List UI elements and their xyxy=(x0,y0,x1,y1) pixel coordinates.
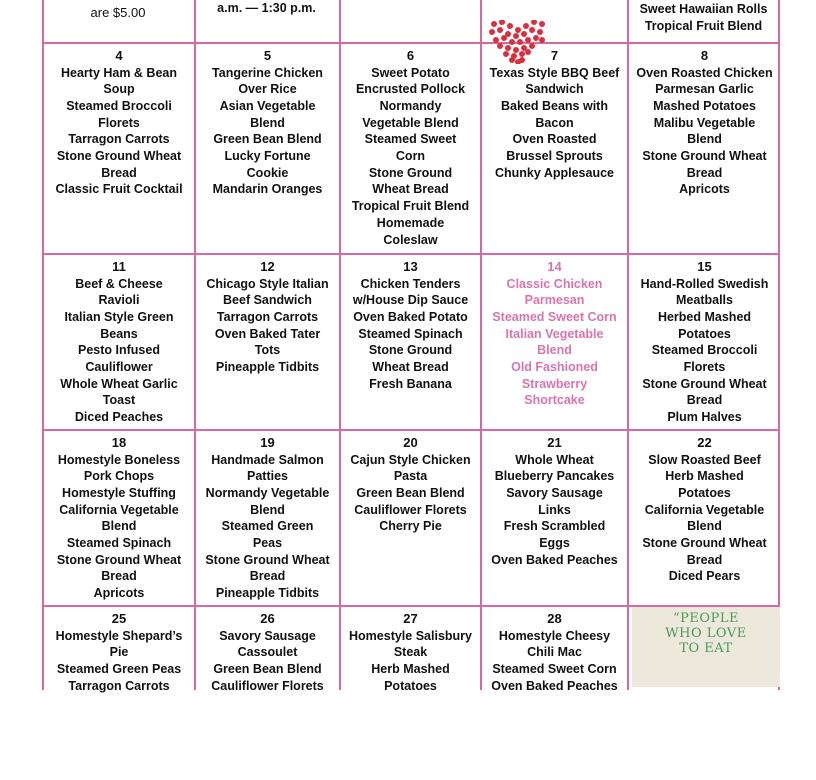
day-cell xyxy=(482,431,627,605)
day-number: 7 xyxy=(550,48,559,63)
menu-item: Tarragon Carrots xyxy=(68,132,170,147)
day-cell xyxy=(629,255,780,429)
menu-item: Old Fashioned xyxy=(511,360,598,375)
menu-item: Diced Peaches xyxy=(74,410,164,425)
menu-item: Mandarin Oranges xyxy=(212,182,323,197)
menu-item: Tarragon Carrots xyxy=(68,678,170,693)
menu-item: Blueberry Pancakes xyxy=(494,469,615,484)
menu-item: Meatballs xyxy=(676,293,733,308)
menu-item: Ravioli xyxy=(98,293,140,308)
menu-item: Bread xyxy=(249,569,286,584)
menu-item: Tropical Fruit Blend xyxy=(351,199,470,214)
menu-item: Bacon xyxy=(535,115,574,130)
menu-item: Bread xyxy=(686,165,723,180)
menu-item: Wheat Bread xyxy=(372,182,449,197)
day-number: 22 xyxy=(697,435,712,450)
menu-item: Plum Halves xyxy=(667,410,742,425)
menu-item: Sandwich xyxy=(525,82,584,97)
menu-item: Savory Sausage xyxy=(506,485,603,500)
menu-item: Mashed Potatoes xyxy=(653,98,756,113)
menu-item: Potatoes xyxy=(678,485,731,500)
menu-item: Corn xyxy=(395,149,426,164)
menu-item: Normandy Vegetable xyxy=(205,485,330,500)
menu-item: Blend xyxy=(101,519,137,534)
menu-item: Beef & Cheese xyxy=(75,276,163,291)
poster-line: TO EAT xyxy=(679,641,733,656)
menu-item: Wheat Bread xyxy=(372,360,449,375)
menu-item: Patties xyxy=(247,469,288,484)
menu-item: Sweet Potato xyxy=(371,65,450,80)
poster-text xyxy=(632,611,780,656)
day-cell xyxy=(341,431,480,605)
menu-item: Classic Fruit Cocktail xyxy=(55,182,183,197)
menu-item: Bread xyxy=(686,393,723,408)
menu-item: Pasta xyxy=(393,469,428,484)
menu-item: Fresh Banana xyxy=(369,376,452,391)
menu-item: Blend xyxy=(250,502,285,517)
menu-item: Diced Pears xyxy=(668,569,741,584)
day-cell xyxy=(196,431,339,605)
heart-decoration-icon xyxy=(488,20,548,69)
menu-item: Oven Baked Tater xyxy=(214,326,321,341)
menu-item: Baked Beans with xyxy=(501,98,608,113)
menu-line: are $5.00 xyxy=(90,5,146,20)
menu-item: Homemade xyxy=(376,215,445,230)
menu-item: Italian Vegetable xyxy=(505,326,604,341)
menu-item: Herb Mashed xyxy=(665,469,744,484)
menu-item: Cookie xyxy=(246,165,289,180)
menu-item: Steamed Sweet Corn xyxy=(492,661,617,676)
menu-item: Pork Chops xyxy=(83,469,155,484)
menu-item: Bread xyxy=(101,569,137,584)
menu-item: Normandy xyxy=(379,98,442,113)
menu-item: Italian Style Green xyxy=(64,309,174,324)
menu-item: Homestyle Salisbury xyxy=(349,628,472,643)
menu-item: Stone Ground Wheat xyxy=(56,149,182,164)
day-number: 18 xyxy=(111,435,127,450)
menu-item: Handmade Salmon xyxy=(211,452,324,467)
menu-item: Stone Ground Wheat xyxy=(56,552,182,567)
menu-item: Blend xyxy=(687,519,722,534)
day-cell xyxy=(341,607,480,780)
menu-item: Steamed Green Peas xyxy=(56,661,182,676)
menu-item: Parmesan xyxy=(524,293,585,308)
menu-item: Whole Wheat xyxy=(515,452,594,467)
menu-item: Steamed Broccoli xyxy=(66,98,172,113)
top-cell-hours xyxy=(194,0,339,42)
menu-item: Stone Ground Wheat xyxy=(642,149,767,164)
day-number: 13 xyxy=(403,259,418,274)
menu-item: w/House Dip Sauce xyxy=(352,293,469,308)
menu-item: Asian Vegetable xyxy=(219,98,316,113)
menu-item: Whole Wheat Garlic xyxy=(60,376,178,391)
menu-item: Beans xyxy=(100,326,138,341)
menu-item: Cherry Pie xyxy=(379,519,442,534)
menu-item: Steamed Broccoli xyxy=(651,343,758,358)
day-cell xyxy=(44,44,194,253)
menu-line: a.m. — 1:30 p.m. xyxy=(217,1,316,15)
menu-item: Steamed Green xyxy=(221,519,314,534)
menu-item: Potatoes xyxy=(384,678,437,693)
menu-item: Steamed Sweet xyxy=(364,132,457,147)
menu-item: Strawberry xyxy=(521,376,588,391)
menu-item: Steamed Sweet Corn xyxy=(492,309,617,324)
day-number: 25 xyxy=(111,611,127,626)
menu-item: Soup xyxy=(103,82,135,97)
menu-item: Stone Ground Wheat xyxy=(642,376,767,391)
menu-item: Tarragon Carrots xyxy=(216,309,319,324)
menu-item: Encrusted Pollock xyxy=(355,82,466,97)
menu-item: Peas xyxy=(252,536,283,551)
menu-item: Pineapple Tidbits xyxy=(215,586,320,601)
menu-item: California Vegetable xyxy=(644,502,765,517)
day-number: 28 xyxy=(547,611,562,626)
day-cell xyxy=(482,255,627,429)
day-cell xyxy=(44,431,194,605)
menu-item: Classic Chicken xyxy=(506,276,603,291)
menu-item: California Vegetable xyxy=(59,502,179,517)
menu-item: Eggs xyxy=(539,536,570,551)
menu-item: Shortcake xyxy=(524,393,585,408)
day-number: 6 xyxy=(406,48,415,63)
day-cell xyxy=(196,44,339,253)
day-number: 15 xyxy=(697,259,712,274)
menu-item: Savory Sausage xyxy=(219,628,316,643)
menu-item: Cassoulet xyxy=(237,645,298,660)
menu-item: Hearty Ham & Bean xyxy=(60,65,177,80)
menu-item: Vegetable Blend xyxy=(362,115,459,130)
menu-item: Apricots xyxy=(679,182,730,197)
menu-item: Oven Roasted Chicken xyxy=(636,65,773,80)
menu-item: Cajun Style Chicken xyxy=(350,452,471,467)
menu-item: Herbed Mashed xyxy=(657,309,752,324)
menu-item: Chunky Applesauce xyxy=(494,165,614,180)
menu-item: Cauliflower Florets xyxy=(211,678,324,693)
menu-item: Links xyxy=(538,502,571,517)
day-number: 11 xyxy=(112,259,126,274)
menu-item: Homestyle Shepard’s xyxy=(55,628,183,643)
day-number: 5 xyxy=(263,48,272,63)
day-cell xyxy=(341,255,480,429)
menu-item: Pesto Infused xyxy=(78,343,160,358)
menu-item: Potatoes xyxy=(678,326,731,341)
menu-item: Oven Baked Peaches xyxy=(491,678,618,693)
menu-item: Malibu Vegetable xyxy=(653,115,756,130)
day-number: 19 xyxy=(260,435,275,450)
poster-line: “PEOPLE xyxy=(673,611,739,626)
menu-item: Oven Baked Peaches xyxy=(491,552,618,567)
menu-item: Bread xyxy=(686,552,723,567)
menu-item: Steamed Spinach xyxy=(358,326,463,341)
menu-item: Steak xyxy=(393,645,428,660)
menu-item: Pie xyxy=(109,645,129,660)
menu-item: Beef Sandwich xyxy=(223,293,312,308)
quote-poster xyxy=(632,607,780,687)
menu-item: Florets xyxy=(98,115,140,130)
menu-item: Parmesan Garlic xyxy=(655,82,754,97)
day-number: 21 xyxy=(547,435,562,450)
day-number: 8 xyxy=(700,48,709,63)
menu-line: Sweet Hawaiian Rolls xyxy=(639,2,768,16)
menu-item: Blend xyxy=(250,115,285,130)
day-number: 26 xyxy=(260,611,275,626)
menu-item: Slow Roasted Beef xyxy=(648,452,761,467)
menu-item: Cauliflower xyxy=(85,360,153,375)
day-cell xyxy=(196,607,339,780)
day-number: 20 xyxy=(403,435,418,450)
menu-item: Chili Mac xyxy=(527,645,582,660)
day-cell xyxy=(196,255,339,429)
menu-item: Pineapple Tidbits xyxy=(215,360,320,375)
day-cell xyxy=(629,431,780,605)
menu-item: Green Bean Blend xyxy=(213,132,322,147)
menu-item: Apricots xyxy=(93,586,145,601)
menu-item: Chicago Style Italian xyxy=(206,276,329,291)
day-cell xyxy=(482,44,627,253)
day-cell xyxy=(629,44,780,253)
day-cell xyxy=(341,44,480,253)
menu-item: Bread xyxy=(101,165,137,180)
menu-item: Stone Ground Wheat xyxy=(642,536,767,551)
menu-line: Tropical Fruit Blend xyxy=(644,18,763,33)
day-cell xyxy=(482,607,627,780)
menu-item: Blend xyxy=(537,343,572,358)
menu-item: Blend xyxy=(687,132,722,147)
day-cell xyxy=(44,255,194,429)
menu-item: Steamed Spinach xyxy=(66,536,172,551)
day-number: 4 xyxy=(115,48,123,63)
menu-calendar xyxy=(42,0,780,693)
menu-item: Stone Ground xyxy=(368,343,453,358)
menu-item: Toast xyxy=(102,393,136,408)
menu-item: Brussel Sprouts xyxy=(506,149,603,164)
menu-item: Green Bean Blend xyxy=(356,485,465,500)
menu-item: Tangerine Chicken xyxy=(212,65,323,80)
menu-item: Stone Ground xyxy=(368,165,453,180)
menu-item: Tots xyxy=(254,343,281,358)
menu-item: Homestyle Stuffing xyxy=(62,485,176,500)
menu-item: Oven Baked Potato xyxy=(353,309,468,324)
day-number: 27 xyxy=(403,611,418,626)
top-cell-friday xyxy=(627,0,780,42)
menu-item: Stone Ground Wheat xyxy=(205,552,330,567)
menu-item: Homestyle Boneless xyxy=(57,452,181,467)
poster-line: WHO LOVE xyxy=(665,626,747,641)
menu-item: Homestyle Cheesy xyxy=(498,628,611,643)
menu-item: Lucky Fortune xyxy=(224,149,311,164)
menu-item: Hand-Rolled Swedish xyxy=(640,276,769,291)
menu-item: Herb Mashed xyxy=(371,661,450,676)
menu-item: Texas Style BBQ Beef xyxy=(489,65,620,80)
menu-item: Coleslaw xyxy=(383,232,438,247)
menu-item: Green Bean Blend xyxy=(213,661,322,676)
menu-item: Oven Roasted xyxy=(512,132,597,147)
menu-item: Over Rice xyxy=(238,82,297,97)
menu-item: Fresh Scrambled xyxy=(503,519,606,534)
day-number: 14 xyxy=(547,259,562,274)
top-cell-pricing xyxy=(42,0,194,42)
day-cell xyxy=(44,607,194,780)
day-number: 12 xyxy=(260,259,275,274)
menu-item: Cauliflower Florets xyxy=(354,502,467,517)
menu-item: Florets xyxy=(683,360,726,375)
menu-item: Chicken Tenders xyxy=(360,276,461,291)
